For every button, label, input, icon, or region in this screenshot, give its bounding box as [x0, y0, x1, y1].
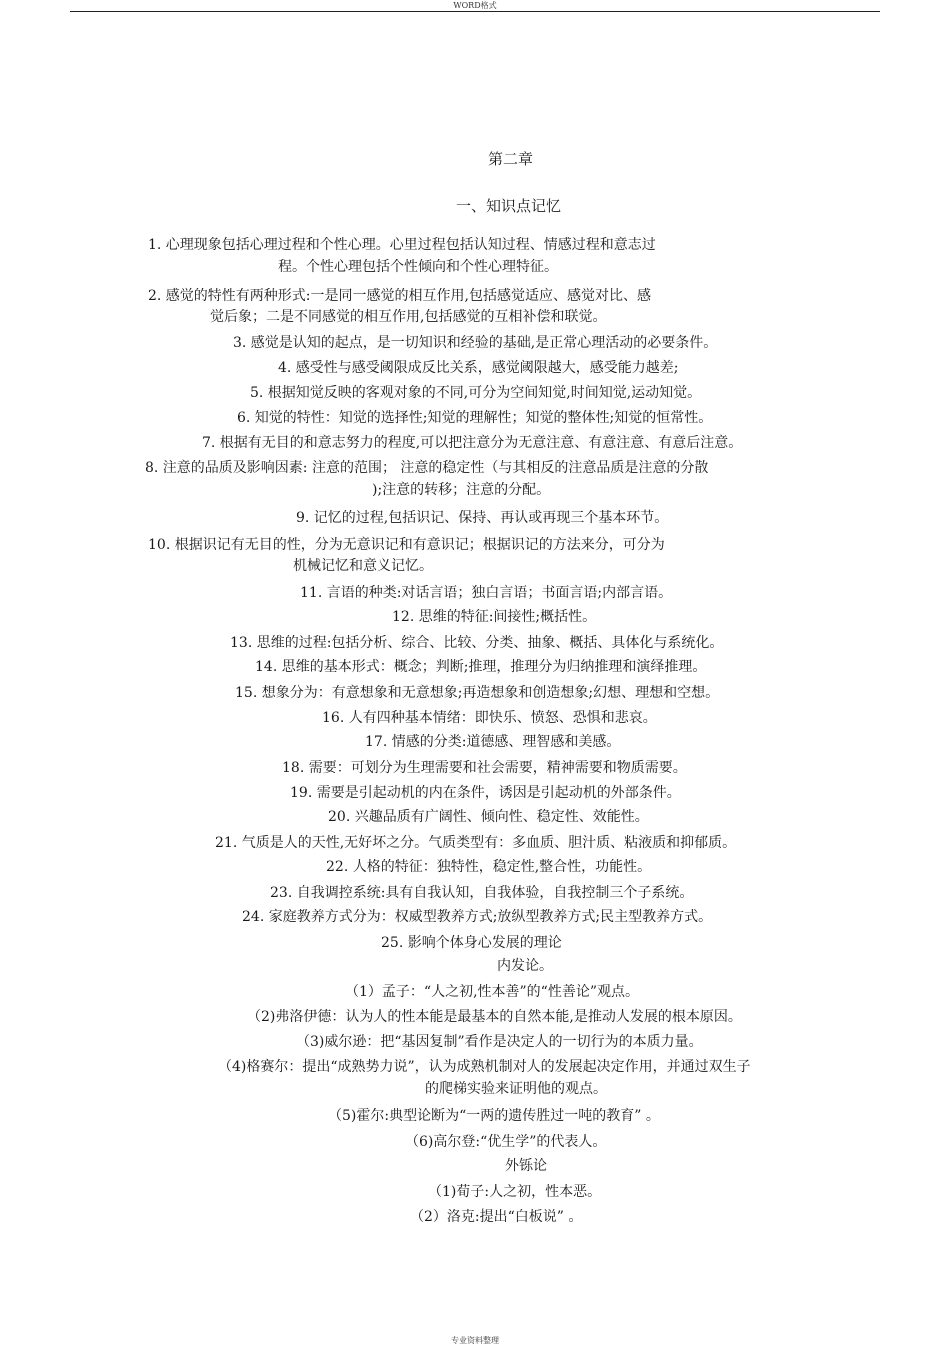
text-line: （1)荀子:人之初，性本恶。 — [428, 1184, 602, 1200]
chapter-title: 第二章 — [488, 150, 534, 168]
text-line: 21. 气质是人的天性,无好坏之分。气质类型有：多血质、胆汁质、粘液质和抑郁质。 — [215, 835, 737, 851]
header-rule — [70, 11, 880, 12]
page-footer: 专业资料整理 — [451, 1336, 499, 1345]
section-title: 一、知识点记忆 — [456, 197, 562, 215]
text-line: 16. 人有四种基本情绪：即快乐、愤怒、恐惧和悲哀。 — [322, 710, 657, 726]
text-line: 17. 情感的分类:道德感、理智感和美感。 — [365, 734, 621, 750]
text-line: 19. 需要是引起动机的内在条件，诱因是引起动机的外部条件。 — [290, 785, 681, 801]
text-line: （4)格赛尔：提出“成熟势力说”，认为成熟机制对人的发展起决定作用，并通过双生子 — [218, 1059, 751, 1075]
text-line: 6. 知觉的特性：知觉的选择性;知觉的理解性；知觉的整体性;知觉的恒常性。 — [237, 410, 713, 426]
text-line: 内发论。 — [497, 958, 553, 974]
text-line: );注意的转移；注意的分配。 — [372, 482, 551, 498]
text-line: 23. 自我调控系统:具有自我认知，自我体验，自我控制三个子系统。 — [270, 885, 694, 901]
text-line: 机械记忆和意义记忆。 — [293, 558, 433, 574]
text-line: 3. 感觉是认知的起点，是一切知识和经验的基础,是正常心理活动的必要条件。 — [233, 335, 718, 351]
text-line: （3)威尔逊：把“基因复制”看作是决定人的一切行为的本质力量。 — [296, 1034, 703, 1050]
text-line: 20. 兴趣品质有广阔性、倾向性、稳定性、效能性。 — [328, 809, 649, 825]
text-line: 11. 言语的种类:对话言语；独白言语；书面言语;内部言语。 — [300, 585, 673, 601]
text-line: （2）洛克:提出“白板说” 。 — [410, 1209, 583, 1225]
text-line: 程。个性心理包括个性倾向和个性心理特征。 — [278, 259, 558, 275]
text-line: （1）孟子：“人之初,性本善”的“性善论”观点。 — [345, 984, 639, 1000]
text-line: 2. 感觉的特性有两种形式:一是同一感觉的相互作用,包括感觉适应、感觉对比、感 — [148, 288, 651, 304]
text-line: 13. 思维的过程:包括分析、综合、比较、分类、抽象、概括、具体化与系统化。 — [230, 635, 724, 651]
text-line: 7. 根据有无目的和意志努力的程度,可以把注意分为无意注意、有意注意、有意后注意。 — [202, 435, 743, 451]
text-line: 14. 思维的基本形式：概念；判断;推理，推理分为归纳推理和演绎推理。 — [255, 659, 707, 675]
text-line: 觉后象；二是不同感觉的相互作用,包括感觉的互相补偿和联觉。 — [210, 309, 607, 325]
text-line: 1. 心理现象包括心理过程和个性心理。心里过程包括认知过程、情感过程和意志过 — [148, 237, 656, 253]
text-line: 18. 需要：可划分为生理需要和社会需要，精神需要和物质需要。 — [282, 760, 687, 776]
text-line: 22. 人格的特征：独特性，稳定性,整合性，功能性。 — [326, 859, 652, 875]
text-line: 外铄论 — [505, 1158, 547, 1174]
text-line: 4. 感受性与感受阈限成反比关系，感觉阈限越大，感受能力越差; — [278, 360, 679, 376]
text-line: （6)高尔登:“优生学”的代表人。 — [405, 1134, 607, 1150]
text-line: 的爬梯实验来证明他的观点。 — [425, 1081, 607, 1097]
text-line: 25. 影响个体身心发展的理论 — [381, 935, 562, 951]
text-line: 5. 根据知觉反映的客观对象的不同,可分为空间知觉,时间知觉,运动知觉。 — [250, 385, 702, 401]
text-line: 12. 思维的特征:间接性;概括性。 — [392, 609, 597, 625]
text-line: 24. 家庭教养方式分为：权威型教养方式;放纵型教养方式;民主型教养方式。 — [242, 909, 713, 925]
page-header: WORD格式 — [453, 1, 497, 10]
text-line: 10. 根据识记有无目的性，分为无意识记和有意识记；根据识记的方法来分，可分为 — [148, 537, 665, 553]
text-line: 15. 想象分为：有意想象和无意想象;再造想象和创造想象;幻想、理想和空想。 — [235, 685, 720, 701]
text-line: （5)霍尔:典型论断为“一两的遗传胜过一吨的教育” 。 — [328, 1108, 660, 1124]
text-line: （2)弗洛伊德：认为人的性本能是最基本的自然本能,是推动人发展的根本原因。 — [247, 1009, 742, 1025]
text-line: 9. 记忆的过程,包括识记、保持、再认或再现三个基本环节。 — [296, 510, 669, 526]
text-line: 8. 注意的品质及影响因素: 注意的范围； 注意的稳定性（与其相反的注意品质是注意的分散 — [145, 460, 709, 476]
